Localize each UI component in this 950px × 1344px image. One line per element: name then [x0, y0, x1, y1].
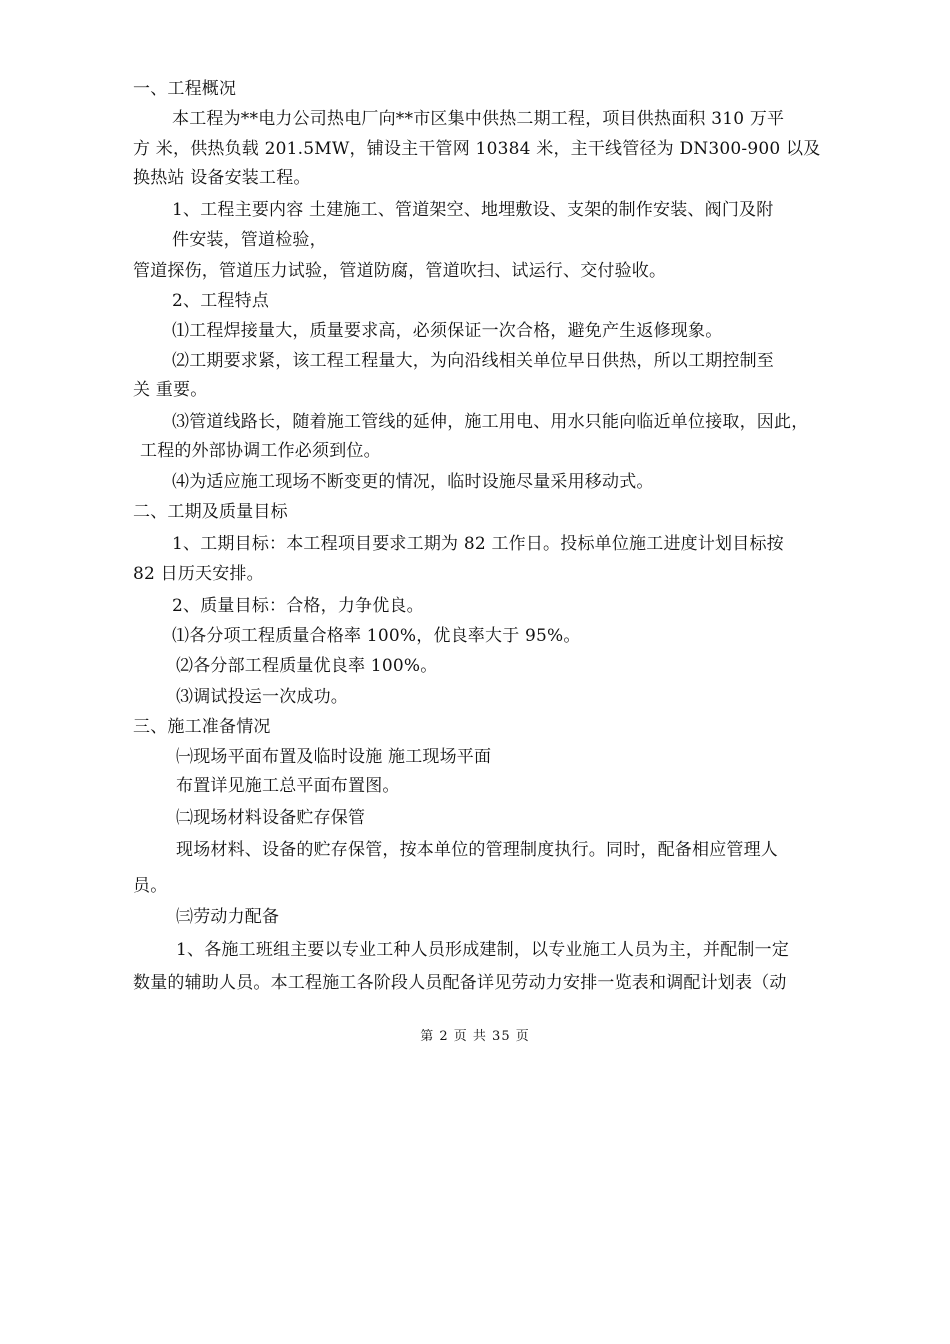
paragraph-line: 件安装，管道检验， [172, 230, 327, 250]
list-item: ⑵各分部工程质量优良率 100%。 [176, 656, 438, 676]
paragraph-line: 82 日历天安排。 [133, 564, 264, 584]
paragraph-line: 1、各施工班组主要以专业工种人员形成建制，以专业施工人员为主，并配制一定 [176, 940, 790, 960]
paragraph-line: 工程的外部协调工作必须到位。 [140, 441, 381, 461]
heading-project-overview: 一、工程概况 [133, 79, 237, 99]
paragraph-line: 关 重要。 [133, 380, 208, 400]
paragraph-line: 员。 [133, 876, 168, 896]
list-item: ⑷为适应施工现场不断变更的情况，临时设施尽量采用移动式。 [172, 472, 654, 492]
list-item: ⑴工程焊接量大，质量要求高，必须保证一次合格，避免产生返修现象。 [172, 321, 723, 341]
paragraph-line: 2、质量目标：合格，力争优良。 [172, 596, 424, 616]
paragraph-line: 数量的辅助人员。本工程施工各阶段人员配备详见劳动力安排一览表和调配计划表（动 [133, 973, 787, 993]
paragraph-line: 1、工期目标：本工程项目要求工期为 82 工作日。投标单位施工进度计划目标按 [172, 534, 784, 554]
list-item: ⑶管道线路长，随着施工管线的延伸，施工用电、用水只能向临近单位接取，因此， [172, 412, 809, 432]
paragraph-line: 管道探伤，管道压力试验，管道防腐，管道吹扫、试运行、交付验收。 [133, 261, 667, 281]
paragraph-line: 方 米，供热负载 201.5MW，铺设主干管网 10384 米，主干线管径为 DN300-900 以及 [133, 139, 821, 159]
paragraph-line: 现场材料、设备的贮存保管，按本单位的管理制度执行。同时，配备相应管理人 [176, 840, 778, 860]
paragraph-line: 布置详见施工总平面布置图。 [176, 776, 400, 796]
list-item: ⑵工期要求紧，该工程工程量大，为向沿线相关单位早日供热，所以工期控制至 [172, 351, 774, 371]
paragraph-line: 换热站 设备安装工程。 [133, 168, 311, 188]
paragraph-line: 1、工程主要内容 土建施工、管道架空、地埋敷设、支架的制作安装、阀门及附 [172, 200, 774, 220]
subheading-labor-allocation: ㈢劳动力配备 [176, 907, 280, 927]
list-item: ⑶调试投运一次成功。 [176, 687, 348, 707]
subheading-material-storage: ㈡现场材料设备贮存保管 [176, 808, 366, 828]
page-number-footer: 第 2 页 共 35 页 [420, 1029, 530, 1044]
list-item: ⑴各分项工程质量合格率 100%，优良率大于 95%。 [172, 626, 581, 646]
subheading-site-layout: ㈠现场平面布置及临时设施 施工现场平面 [176, 747, 492, 767]
paragraph-line: 本工程为**电力公司热电厂向**市区集中供热二期工程，项目供热面积 310 万平 [172, 109, 785, 129]
heading-schedule-quality: 二、工期及质量目标 [133, 502, 288, 522]
heading-construction-preparation: 三、施工准备情况 [133, 717, 271, 737]
subheading-project-features: 2、工程特点 [172, 291, 270, 311]
